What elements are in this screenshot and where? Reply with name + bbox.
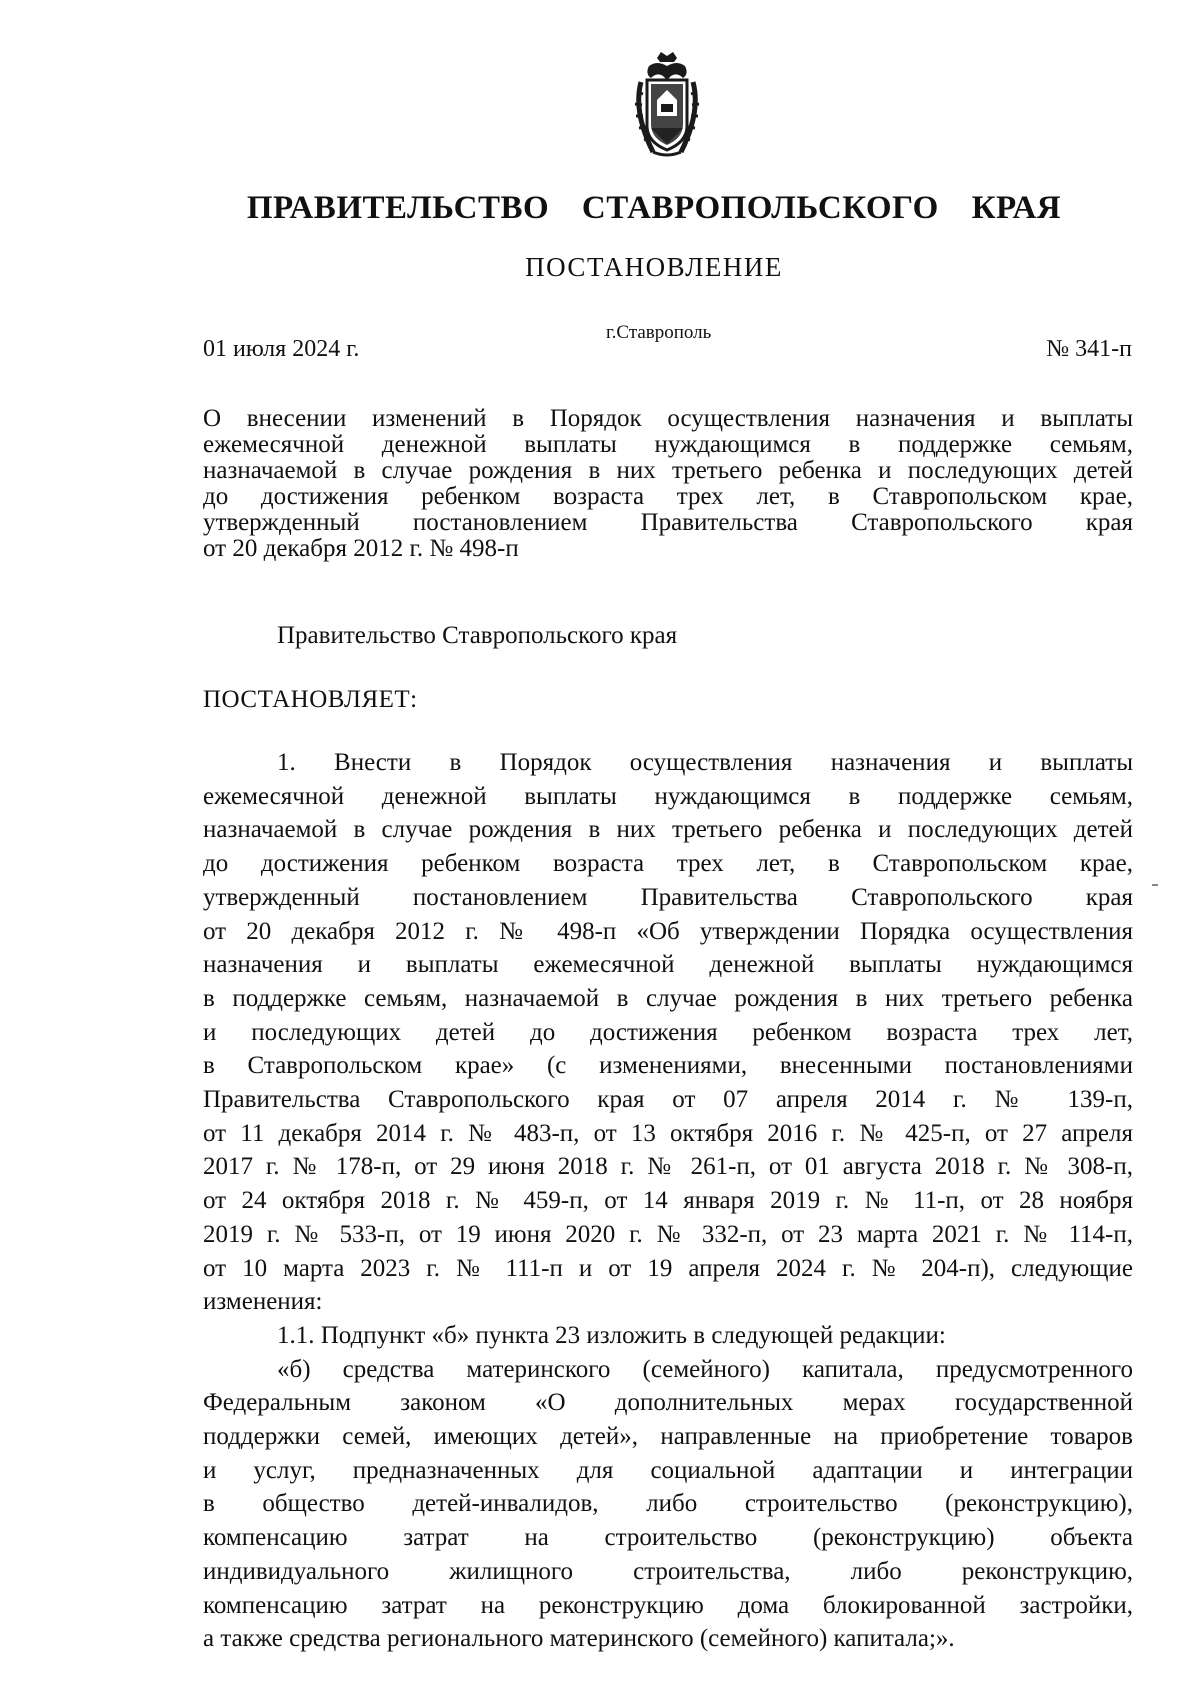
body-line: в Ставропольском крае» (с изменениями, внесенными постановлениями (203, 1052, 1133, 1080)
body-line: от 24 октября 2018 г. № 459-п, от 14 января 2019 г. № 11-п, от 28 ноября (203, 1187, 1133, 1215)
organization-title: ПРАВИТЕЛЬСТВО СТАВРОПОЛЬСКОГО КРАЯ (246, 190, 1062, 226)
body-line: назначения и выплаты ежемесячной денежной выплаты нуждающимся (203, 951, 1133, 979)
body-line: от 11 декабря 2014 г. № 483-п, от 13 октября 2016 г. № 425-п, от 27 апреля (203, 1119, 1133, 1147)
subject-line: до достижения ребенком возраста трех лет, в Ставропольском крае, (203, 483, 1133, 510)
subject-line: утвержденный постановлением Правительства Ставропольского края (203, 509, 1133, 536)
document-body (203, 746, 1133, 1656)
document-city: г.Ставрополь (606, 322, 712, 343)
document-type: ПОСТАНОВЛЕНИЕ (525, 252, 783, 282)
body-line: Федеральным законом «О дополнительных мерах государственной (203, 1389, 1133, 1417)
body-line: ежемесячной денежной выплаты нуждающимся в поддержке семьям, (203, 782, 1133, 810)
body-line: 2017 г. № 178-п, от 29 июня 2018 г. № 261-п, от 01 августа 2018 г. № 308-п, (203, 1153, 1133, 1181)
subject-line: ежемесячной денежной выплаты нуждающимся в поддержке семьям, (203, 431, 1133, 458)
body-line: до достижения ребенком возраста трех лет, в Ставропольском крае, (203, 850, 1133, 878)
body-line: изменения: (203, 1288, 323, 1316)
document-number: № 341-п (1046, 336, 1132, 362)
body-line: компенсацию затрат на строительство (реконструкцию) объекта (203, 1524, 1133, 1552)
document-subject (203, 406, 1133, 562)
body-line: от 10 марта 2023 г. № 111-п и от 19 апреля 2024 г. № 204-п), следующие (203, 1254, 1133, 1282)
body-line: 2019 г. № 533-п, от 19 июня 2020 г. № 332-п, от 23 марта 2021 г. № 114-п, (203, 1220, 1133, 1248)
body-line: 1.1. Подпункт «б» пункта 23 изложить в следующей редакции: (277, 1321, 946, 1349)
issuing-body: Правительство Ставропольского края (277, 622, 678, 649)
decree-word: ПОСТАНОВЛЯЕТ: (203, 686, 418, 713)
body-line: утвержденный постановлением Правительства Ставропольского края (203, 883, 1133, 911)
body-line: от 20 декабря 2012 г. № 498-п «Об утверждении Порядка осуществления (203, 917, 1133, 945)
document-date: 01 июля 2024 г. (203, 336, 360, 362)
body-line: назначаемой в случае рождения в них третьего ребенка и последующих детей (203, 816, 1133, 844)
body-line: индивидуального жилищного строительства, либо реконструкцию, (203, 1557, 1133, 1585)
subject-line: О внесении изменений в Порядок осуществления назначения и выплаты (203, 405, 1133, 432)
body-line: и последующих детей до достижения ребенком возраста трех лет, (203, 1018, 1133, 1046)
body-line: 1. Внести в Порядок осуществления назначения и выплаты (277, 749, 1133, 776)
body-line: «б) средства материнского (семейного) капитала, предусмотренного (277, 1355, 1133, 1383)
body-line: в поддержке семьям, назначаемой в случае рождения в них третьего ребенка (203, 984, 1133, 1012)
scan-artifact (1152, 884, 1158, 886)
coat-of-arms-icon (627, 52, 707, 158)
body-line: Правительства Ставропольского края от 07 апреля 2014 г. № 139-п, (203, 1086, 1133, 1114)
body-line: компенсацию затрат на реконструкцию дома блокированной застройки, (203, 1591, 1133, 1619)
subject-line: назначаемой в случае рождения в них третьего ребенка и последующих детей (203, 457, 1133, 484)
subject-line: от 20 декабря 2012 г. № 498-п (203, 535, 519, 562)
body-line: а также средства регионального материнского (семейного) капитала;». (203, 1625, 955, 1653)
body-line: и услуг, предназначенных для социальной адаптации и интеграции (203, 1456, 1133, 1484)
body-line: поддержки семей, имеющих детей», направленные на приобретение товаров (203, 1423, 1133, 1451)
body-line: в общество детей-инвалидов, либо строительство (реконструкцию), (203, 1490, 1133, 1518)
